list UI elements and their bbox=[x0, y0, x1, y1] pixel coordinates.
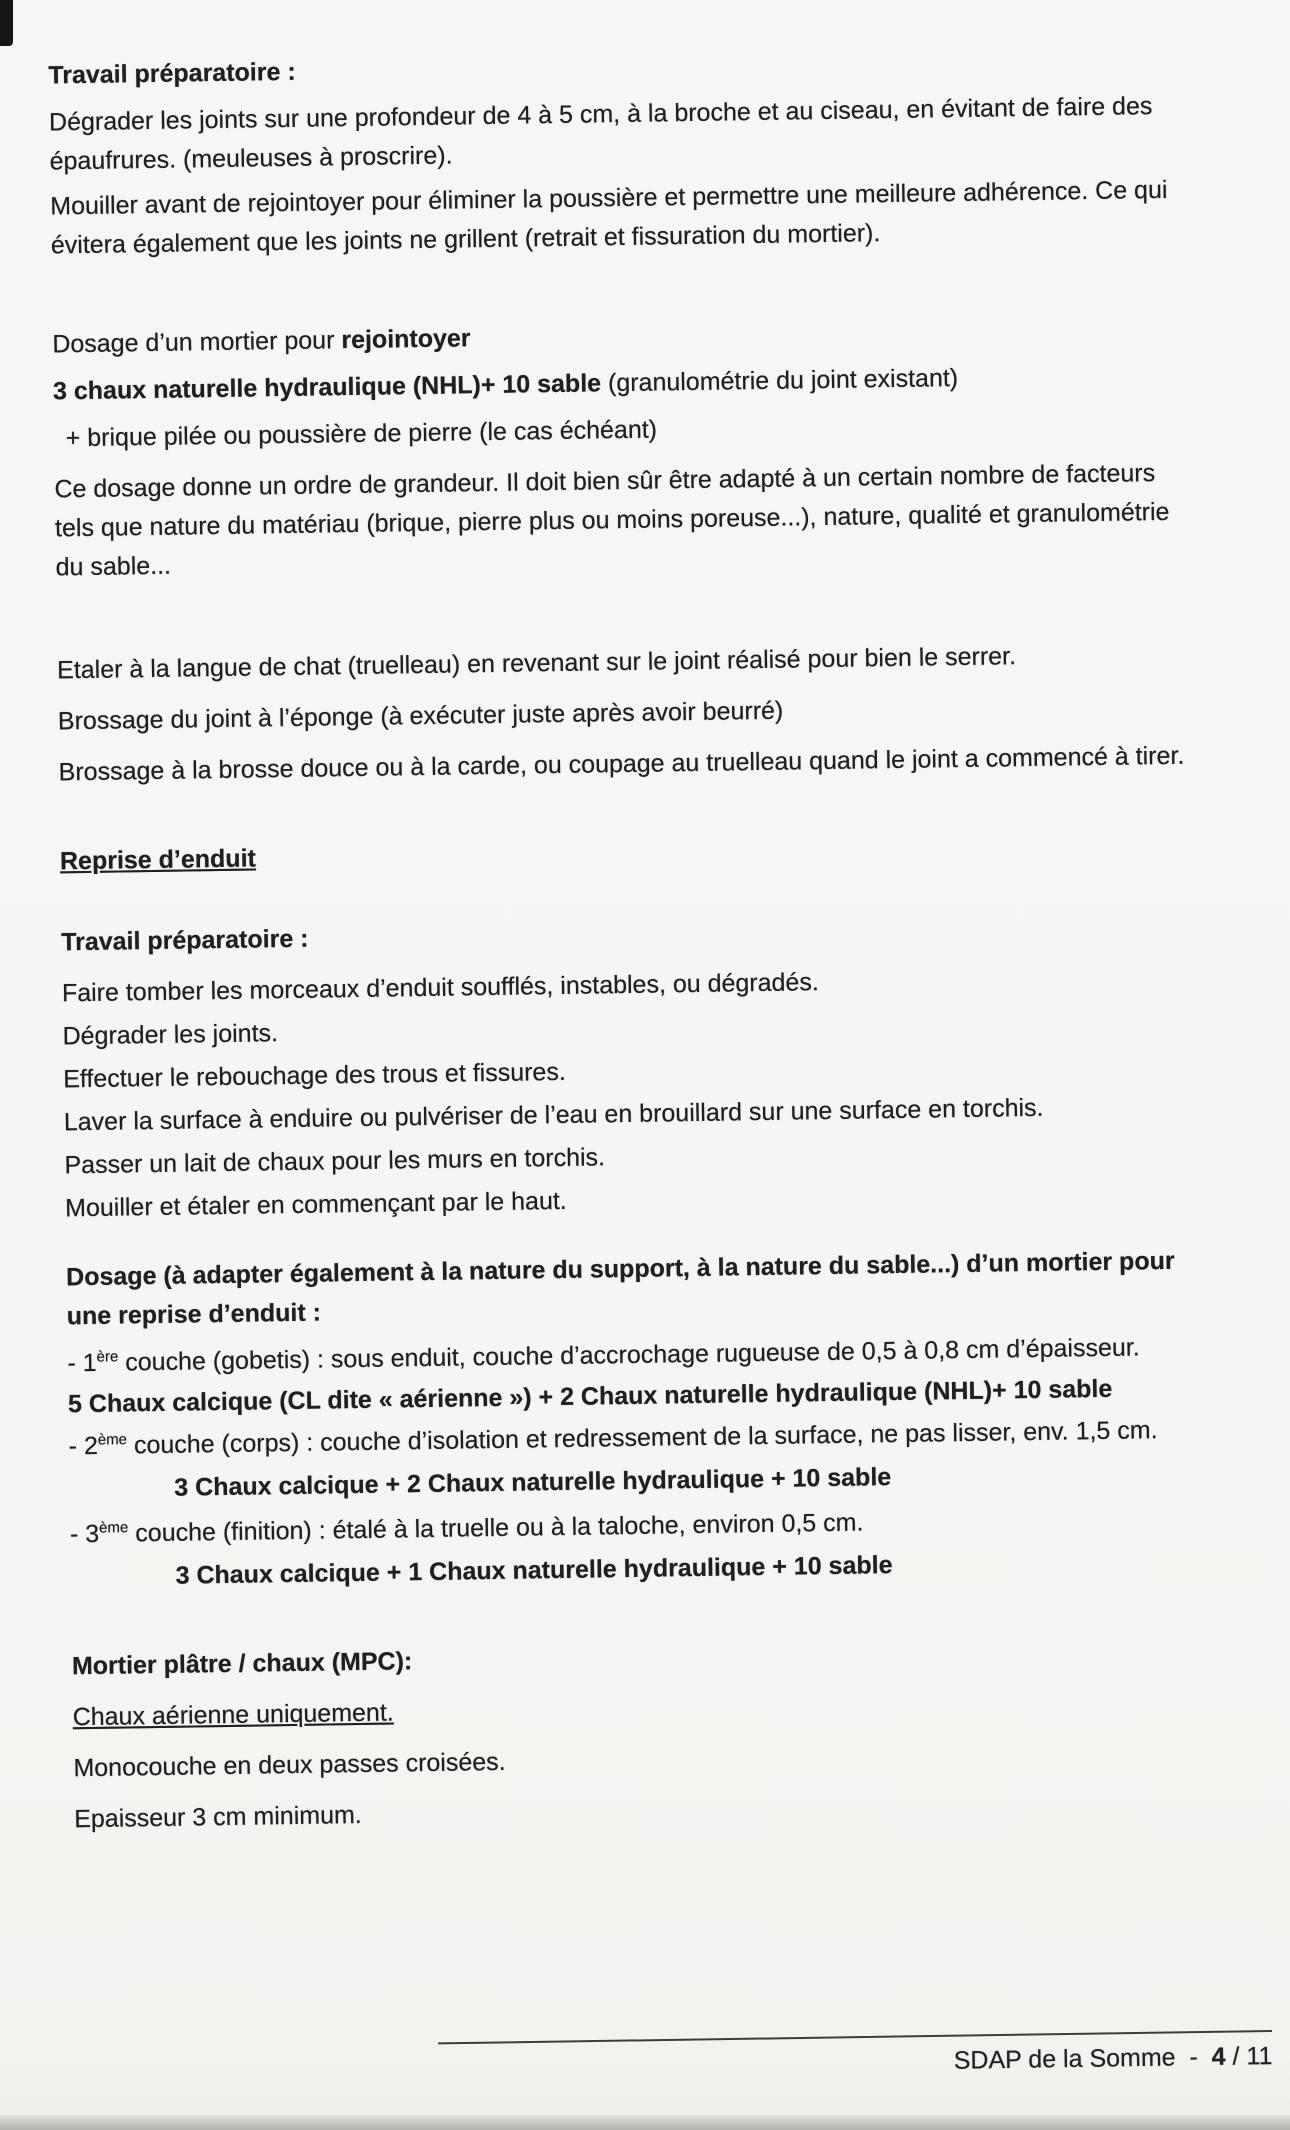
step-laver-surface: Laver la surface à enduire ou pulvériser de l’eau en brouillard sur une surface en torchis. bbox=[63, 1093, 1044, 1137]
couche-1-ordinal-sup: ère bbox=[96, 1348, 119, 1366]
paragraph-monocouche: Monocouche en deux passes croisées. bbox=[73, 1747, 506, 1783]
dosage-formule-note: (granulométrie du joint existant) bbox=[607, 363, 959, 398]
paragraph-degrader-joints: Dégrader les joints sur une profondeur de 4 à 5 cm, à la broche et au ciseau, en évitant de faire des épaufrures. (meuleuses à proscrire). bbox=[48, 92, 1153, 176]
paragraph-mouiller: Mouiller avant de rejointoyer pour éliminer la poussière et permettre une meilleure adhérence. Ce qui évitera également que les joints ne grillent (retrait et fissuration du mortier). bbox=[50, 175, 1168, 260]
heading-travail-preparatoire-1: Travail préparatoire : bbox=[48, 57, 296, 90]
footer-page-total: / 11 bbox=[1225, 2041, 1273, 2071]
paragraph-dosage-additif: + brique pilée ou poussière de pierre (le cas échéant) bbox=[65, 415, 658, 453]
couche-2-text: couche (corps) : couche d’isolation et redressement de la surface, ne pas lisser, env. 1,5 cm. bbox=[126, 1416, 1158, 1460]
step-lait-de-chaux: Passer un lait de chaux pour les murs en torchis. bbox=[64, 1143, 606, 1180]
scan-edge-artifact-top-left bbox=[0, 0, 13, 46]
page-footer bbox=[48, 2030, 1273, 2094]
couche-1-prefix: - 1 bbox=[67, 1348, 97, 1378]
footer-page-number: 4 bbox=[1211, 2042, 1226, 2071]
step-rebouchage: Effectuer le rebouchage des trous et fissures. bbox=[63, 1057, 567, 1094]
couche-3-text: couche (finition) : étalé à la truelle ou à la taloche, environ 0,5 cm. bbox=[128, 1508, 864, 1548]
paragraph-etaler: Etaler à la langue de chat (truelleau) en revenant sur le joint réalisé pour bien le serrer. bbox=[56, 642, 1017, 685]
section-rejointoiement bbox=[48, 40, 1199, 793]
footer-label: SDAP de la Somme - bbox=[953, 2042, 1212, 2075]
step-mouiller-etaler: Mouiller et étaler en commençant par le haut. bbox=[64, 1186, 567, 1223]
paragraph-ordre-grandeur: Ce dosage donne un ordre de grandeur. Il doit bien sûr être adapté à un certain nombre de facteurs tels que nature du matériau (brique, pierre plus ou moins poreuse...), nature, qualité et granulométrie du sable... bbox=[54, 459, 1170, 582]
couche-2-ordinal-sup: ème bbox=[97, 1431, 128, 1449]
couche-3-ordinal-sup: ème bbox=[98, 1519, 129, 1537]
heading-dosage-reprise: Dosage (à adapter également à la nature du support, à la nature du sable...) d’un mortier pour une reprise d’enduit : bbox=[65, 1246, 1175, 1331]
section-mortier-platre-chaux bbox=[72, 1630, 1215, 1839]
section-reprise-enduit bbox=[60, 825, 1211, 1597]
heading-travail-preparatoire-2: Travail préparatoire : bbox=[60, 924, 309, 957]
heading-reprise-enduit: Reprise d’enduit bbox=[59, 844, 257, 876]
formule-couche-1: 5 Chaux calcique (CL dite « aérienne ») + 2 Chaux naturelle hydraulique (NHL)+ 10 sable bbox=[67, 1374, 1113, 1419]
dosage-intro-bold: rejointoyer bbox=[341, 324, 471, 355]
formule-couche-2: 3 Chaux calcique + 2 Chaux naturelle hydraulique + 10 sable bbox=[174, 1463, 892, 1502]
paragraph-dosage-intro bbox=[52, 309, 1192, 365]
paragraph-chaux-aerienne: Chaux aérienne uniquement. bbox=[72, 1698, 394, 1732]
scan-edge-artifact-bottom bbox=[0, 2115, 1290, 2130]
step-faire-tomber: Faire tomber les morceaux d’enduit soufflés, instables, ou dégradés. bbox=[61, 968, 819, 1008]
paragraph-brossage-brosse: Brossage à la brosse douce ou à la carde, ou coupage au truelleau quand le joint a commencé à tirer. bbox=[58, 741, 1185, 787]
step-degrader-joints: Dégrader les joints. bbox=[62, 1019, 279, 1051]
couche-2-prefix: - 2 bbox=[68, 1431, 99, 1461]
heading-mortier-platre-chaux: Mortier plâtre / chaux (MPC): bbox=[71, 1647, 413, 1681]
paragraph-dosage-formule bbox=[53, 356, 1193, 412]
formule-couche-3: 3 Chaux calcique + 1 Chaux naturelle hydraulique + 10 sable bbox=[175, 1551, 893, 1590]
couche-3-prefix: - 3 bbox=[69, 1519, 100, 1549]
dosage-formule-bold: 3 chaux naturelle hydraulique (NHL)+ 10 sable bbox=[52, 369, 609, 406]
document-body bbox=[48, 40, 1214, 1840]
footer-pagination bbox=[48, 2032, 1273, 2094]
couche-1-text: couche (gobetis) : sous enduit, couche d’accrochage rugueuse de 0,5 à 0,8 cm d’épaisseur. bbox=[118, 1333, 1140, 1377]
paragraph-epaisseur: Epaisseur 3 cm minimum. bbox=[74, 1800, 362, 1834]
paragraph-brossage-eponge: Brossage du joint à l’éponge (à exécuter juste après avoir beurré) bbox=[57, 696, 784, 736]
dosage-intro-prefix: Dosage d’un mortier pour bbox=[52, 326, 342, 359]
